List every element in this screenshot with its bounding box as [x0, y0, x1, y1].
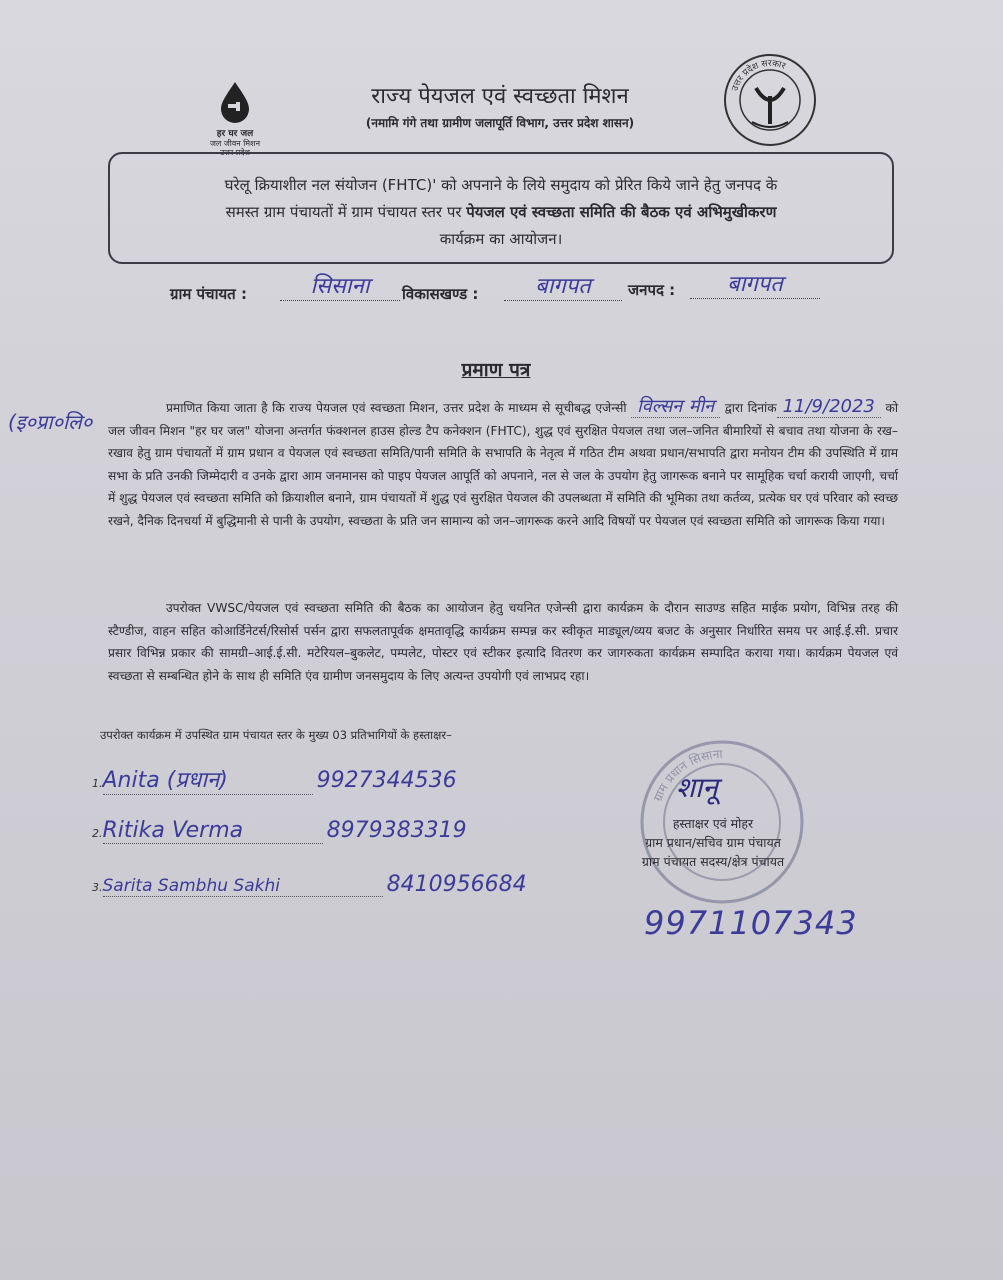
seal-text: उत्तर प्रदेश सरकार	[730, 58, 787, 93]
logo-line-2: जल जीवन मिशन	[209, 139, 261, 148]
participant-number: 3.	[92, 881, 103, 894]
para1-by-date: द्वारा दिनांक	[724, 401, 777, 415]
logo-line-1: हर घर जल	[216, 129, 254, 139]
notice-line-2	[128, 199, 874, 226]
signature-line-3: ग्राम पंचायत सदस्य/क्षेत्र पंचायत	[641, 854, 785, 869]
para2-body: उपरोक्त VWSC/पेयजल एवं स्वच्छता समिति की बैठक का आयोजन हेतु चयनित एजेन्सी द्वारा कार्यक्रम के दौरान साउण्ड सहित माईक प्रयोग, विभिन्न तरह की स्टैण्डीज, वाहन सहित कोआर्डिनेटर्स/रिसोर्स पर्सन द्वारा सफलतापूर्वक क्षमतावृद्धि कार्यक्रम सम्पन्न कर स्वीकृत माड्यूल/व्यय बजट के अनुसार निर्धारित समय पर आई.ई.सी. प्रचार प्रसार विभिन्न प्रकार की सामग्री–आई.ई.सी. मटेरियल–बुकलेट, पम्पलेट, पोस्टर एवं स्टीकर इत्यादि वितरण कर जागरुकता कार्यक्रम सम्पादित कराया गया। कार्यक्रम पेयजल एवं स्वच्छता से सम्बन्धित होने के साथ ही समिति एंव ग्रामीण जनसमुदाय के लिए अत्यन्त उपयोगी एवं लाभप्रद रहा।	[108, 601, 898, 683]
participant-number: 1.	[92, 777, 103, 790]
para1-body: को जल जीवन मिशन "हर घर जल" योजना अन्तर्गत फंक्शनल हाउस होल्ड टैप कनेक्शन (FHTC), शुद्ध एवं सुरक्षित पेयजल तथा जल–जनित बीमारियों से बचाव तथा योजना के रख–रखाव हेतु ग्राम पंचायतों में ग्राम प्रधान व पेयजल एवं स्वच्छता समिति/पानी समिति के सभापति के नेतृत्व में गठित टीम अथवा प्रधान/सभापति द्वारा मनोयन टीम की उपस्थिति में ग्राम सभा के प्रति उनकी जिम्मेदारी व उनके द्वारा आम जनमानस को पाइप पेयजल आपूर्ति को अपनाने, नल से जल के उपयोग हेतु जागरूक बनाने पर सामूहिक चर्चा करायी जाएगी, चर्चा में शुद्ध पेयजल एवं स्वच्छता समिति को क्रियाशील बनाने, ग्राम पंचायतों में शुद्ध एवं सुरक्षित पेयजल की उपलब्धता में समिति की भूमिका तथा कर्तव्य, प्रत्येक घर एवं परिवार को स्वच्छ रखने, दैनिक दिनचर्या में बुद्धिमानी से पानी के उपयोग, स्वच्छता के प्रति जन सामान्य को जन–जागरूक करने आदि विषयों पर पेयजल एवं स्वच्छता समिति को जागरूक किया गया।	[108, 401, 899, 528]
pradhan-signature: शानू	[676, 771, 718, 804]
up-government-seal	[722, 52, 818, 148]
gram-panchayat-value: सिसाना	[280, 270, 400, 301]
signature-line-1: हस्ताक्षर एवं मोहर	[672, 816, 754, 831]
program-notice-box	[108, 152, 894, 264]
pradhan-phone: 9971107343	[644, 904, 858, 942]
participant-number: 2.	[92, 827, 103, 840]
participant-phone: 8979383319	[326, 818, 467, 843]
participant-row-2	[92, 818, 467, 844]
water-drop-icon	[213, 80, 257, 124]
notice-line-2-bold: पेयजल एवं स्वच्छता समिति की बैठक एवं अभिमुखीकरण	[466, 203, 777, 221]
participant-phone: 8410956684	[386, 872, 527, 897]
block-label: विकासखण्ड :	[402, 285, 479, 303]
notice-line-2-plain: समस्त ग्राम पंचायतों में ग्राम पंचायत स्तर पर	[225, 203, 462, 221]
district-value: बागपत	[690, 268, 820, 299]
notice-line-3: कार्यक्रम का आयोजन।	[439, 230, 563, 248]
agency-name: विल्सन मीन	[631, 396, 720, 418]
signature-block	[598, 814, 828, 871]
mission-subtitle: (नमामि गंगे तथा ग्रामीण जलापूर्ति विभाग, उत्तर प्रदेश शासन)	[365, 116, 635, 130]
participant-name: Anita (प्रधान)	[103, 764, 313, 795]
margin-note: (इ०प्रा०लि०	[8, 410, 93, 434]
signature-line-2: ग्राम प्रधान/सचिव ग्राम पंचायत	[645, 835, 781, 850]
block-value: बागपत	[504, 270, 622, 301]
certificate-title: प्रमाण पत्र	[461, 359, 531, 381]
notice-line-1: घरेलू क्रियाशील नल संयोजन (FHTC)' को अपनाने के लिये समुदाय को प्रेरित किये जाने हेतु जनपद के	[224, 176, 778, 194]
stamp-text: ग्राम प्रधान सिसाना	[650, 746, 723, 804]
participant-phone: 9927344536	[316, 768, 457, 793]
district-label: जनपद :	[628, 281, 676, 299]
participants-intro: उपरोक्त कार्यक्रम में उपस्थित ग्राम पंचायत स्तर के मुख्य 03 प्रतिभागियों के हस्ताक्षर–	[100, 728, 452, 742]
emblem-seal-icon	[722, 52, 818, 148]
certificate-paragraph-2	[108, 597, 898, 687]
participant-name: Sarita Sambhu Sakhi	[103, 876, 383, 897]
location-fields	[170, 268, 870, 308]
har-ghar-jal-logo	[190, 80, 280, 160]
participant-name: Ritika Verma	[103, 818, 323, 844]
program-date: 11/9/2023	[777, 396, 881, 418]
logo-line-3: उत्तर प्रदेश	[220, 148, 250, 157]
svg-text:उत्तर प्रदेश सरकार	[730, 59, 787, 93]
gram-panchayat-label: ग्राम पंचायत :	[170, 285, 247, 303]
para1-intro: प्रमाणित किया जाता है कि राज्य पेयजल एवं स्वच्छता मिशन, उत्तर प्रदेश के माध्यम से सूचीबद्ध एजेन्सी	[166, 401, 627, 415]
participant-row-1	[92, 764, 457, 795]
certificate-paragraph-1	[108, 396, 898, 533]
participant-row-3	[92, 872, 527, 897]
mission-title: राज्य पेयजल एवं स्वच्छता मिशन	[371, 84, 629, 109]
